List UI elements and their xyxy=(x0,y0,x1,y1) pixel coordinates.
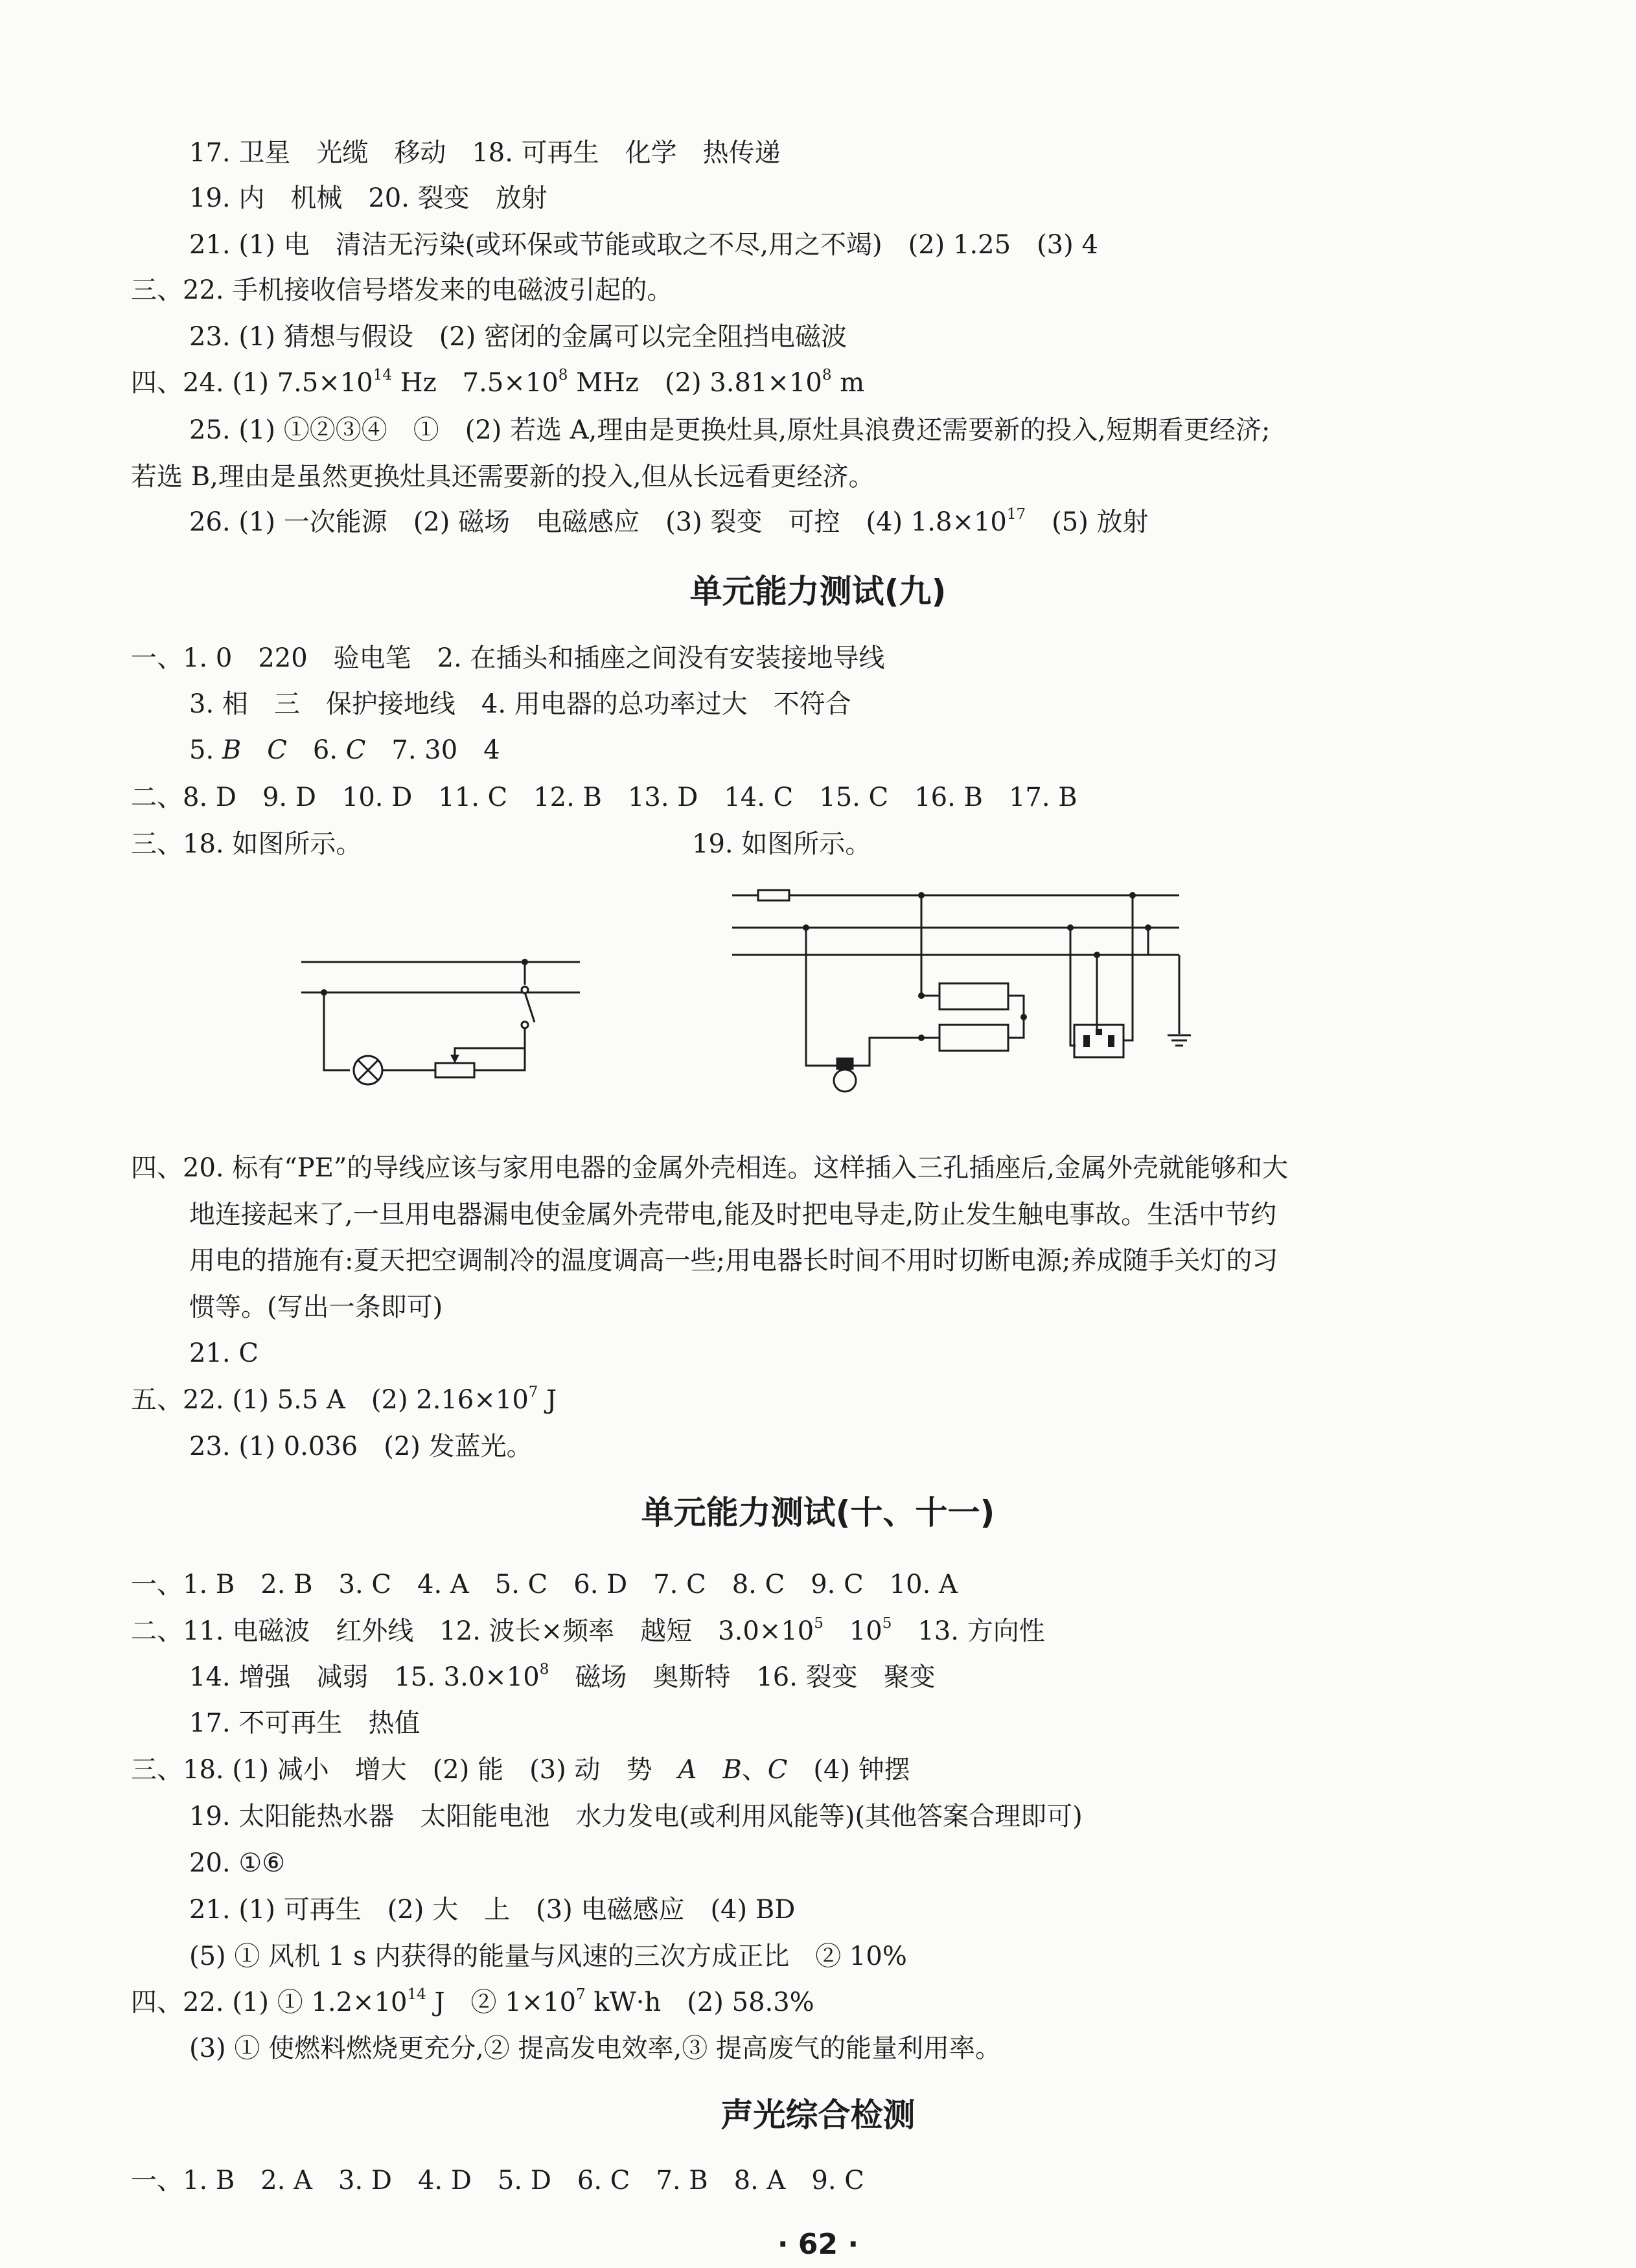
section-title-10-11: 单元能力测试(十、十一) xyxy=(641,1494,995,1531)
page-number: · 62 · xyxy=(777,2228,859,2261)
s9-line-20c: 用电的措施有:夏天把空调制冷的温度调高一些;用电器长时间不用时切断电源;养成随手关灯的习 xyxy=(189,1246,1278,1276)
s10-line-22-3: (3) ① 使燃料燃烧更充分,② 提高发电效率,③ 提高废气的能量利用率。 xyxy=(189,2033,1001,2063)
answer-line-25b: 若选 B,理由是虽然更换灶具还需要新的投入,但从长远看更经济。 xyxy=(131,462,875,492)
s9-line-23: 23. (1) 0.036 (2) 发蓝光。 xyxy=(189,1432,533,1461)
s9-line-1-2: 一、1. 0 220 验电笔 2. 在插头和插座之间没有安装接地导线 xyxy=(131,643,885,673)
s10-line-1-10: 一、1. B 2. B 3. C 4. A 5. C 6. D 7. C 8. C 9. C 10. A xyxy=(131,1570,958,1599)
s10-line-14-16: 14. 增强 减弱 15. $3.0\times 10^8$ 磁场 奥斯特 16. 裂变 聚变 xyxy=(189,1661,936,1692)
answer-line-23: 23. (1) 猜想与假设 (2) 密闭的金属可以完全阻挡电磁波 xyxy=(189,322,847,352)
section-title-9: 单元能力测试(九) xyxy=(689,573,947,610)
s10-line-22: 四、22. (1) ① $1.2\times 10^{14}$ J ② $1\times 10^7$ kW·h (2) 58.3% xyxy=(131,1986,814,2017)
answer-line-25a: 25. (1) ①②③④ ① (2) 若选 A,理由是更换灶具,原灶具浪费还需要新的投入,短期看更经济; xyxy=(189,415,1271,445)
s9-line-20d: 惯等。(写出一条即可) xyxy=(189,1292,443,1322)
answer-line-19-20: 19. 内 机械 20. 裂变 放射 xyxy=(189,183,547,213)
s9-line-20a: 四、20. 标有“PE”的导线应该与家用电器的金属外壳相连。这样插入三孔插座后,金属外壳就能够和大 xyxy=(131,1153,1289,1183)
wire-to-sound-switch xyxy=(921,895,939,996)
s9-line-21: 21. C xyxy=(189,1338,259,1368)
s10-line-11-13: 二、11. 电磁波 红外线 12. 波长×频率 越短 $3.0\times 10^5$ $10^5$ 13. 方向性 xyxy=(131,1615,1045,1646)
wire-left-18 xyxy=(324,992,350,1070)
s9-line-5-7: 5. B C 6. C 7. 30 4 xyxy=(189,735,500,765)
s10-line-20: 20. ①⑥ xyxy=(189,1848,286,1878)
s10-line-21-5: (5) ① 风机 1 s 内获得的能量与风速的三次方成正比 ② 10% xyxy=(189,1942,907,1971)
s9-line-19: 19. 如图所示。 xyxy=(692,829,871,859)
section-title-sound-light: 声光综合检测 xyxy=(720,2096,916,2134)
sound-switch-box xyxy=(939,983,1008,1009)
s9-line-18: 三、18. 如图所示。 xyxy=(131,829,362,859)
circuit-diagram-18 xyxy=(233,933,596,1088)
s10-line-19: 19. 太阳能热水器 太阳能电池 水力发电(或利用风能等)(其他答案合理即可) xyxy=(189,1802,1083,1831)
answer-line-17-18: 17. 卫星 光缆 移动 18. 可再生 化学 热传递 xyxy=(189,138,781,168)
light-switch-box xyxy=(939,1025,1008,1051)
rheostat-icon xyxy=(435,1063,474,1077)
lamp-bulb-icon xyxy=(834,1070,856,1092)
circuit-diagram-19 xyxy=(726,875,1244,1108)
s10-line-21: 21. (1) 可再生 (2) 大 上 (3) 电磁感应 (4) BD xyxy=(189,1895,796,1925)
answer-line-22: 三、22. 手机接收信号塔发来的电磁波引起的。 xyxy=(131,275,673,305)
answer-line-24: 四、24. (1) $7.5\times 10^{14}$ Hz $7.5\times 10^8$ MHz (2) $3.81\times 10^8$ m xyxy=(131,367,865,398)
s9-line-8-17: 二、8. D 9. D 10. D 11. C 12. B 13. D 14. C 15. C 16. B 17. B xyxy=(131,783,1077,812)
rheostat-slider-wire xyxy=(455,1029,525,1063)
lamp-socket-icon xyxy=(837,1059,853,1069)
switch-icon xyxy=(525,992,535,1022)
answer-line-26: 26. (1) 一次能源 (2) 磁场 电磁感应 (3) 裂变 可控 (4) $1.8\times 10^{17}$ (5) 放射 xyxy=(189,506,1149,537)
s10-line-17: 17. 不可再生 热值 xyxy=(189,1708,421,1738)
s10-line-18: 三、18. (1) 减小 增大 (2) 能 (3) 动 势 A B、C (4) 钟摆 xyxy=(131,1755,910,1785)
s9-line-20b: 地连接起来了,一旦用电器漏电使金属外壳带电,能及时把电导走,防止发生触电事故。生活中节约 xyxy=(189,1200,1277,1230)
s9-line-3-4: 3. 相 三 保护接地线 4. 用电器的总功率过大 不符合 xyxy=(189,689,851,719)
wire-lamp-neutral xyxy=(806,928,823,1066)
fuse-icon xyxy=(758,890,789,900)
s9-line-22: 五、22. (1) 5.5 A (2) $2.16\times 10^7$ J xyxy=(131,1384,557,1415)
sg-line-1-9: 一、1. B 2. A 3. D 4. D 5. D 6. C 7. B 8. A 9. C xyxy=(131,2166,864,2195)
answer-line-21: 21. (1) 电 清洁无污染(或环保或节能或取之不尽,用之不竭) (2) 1.25 (3) 4 xyxy=(189,230,1098,260)
